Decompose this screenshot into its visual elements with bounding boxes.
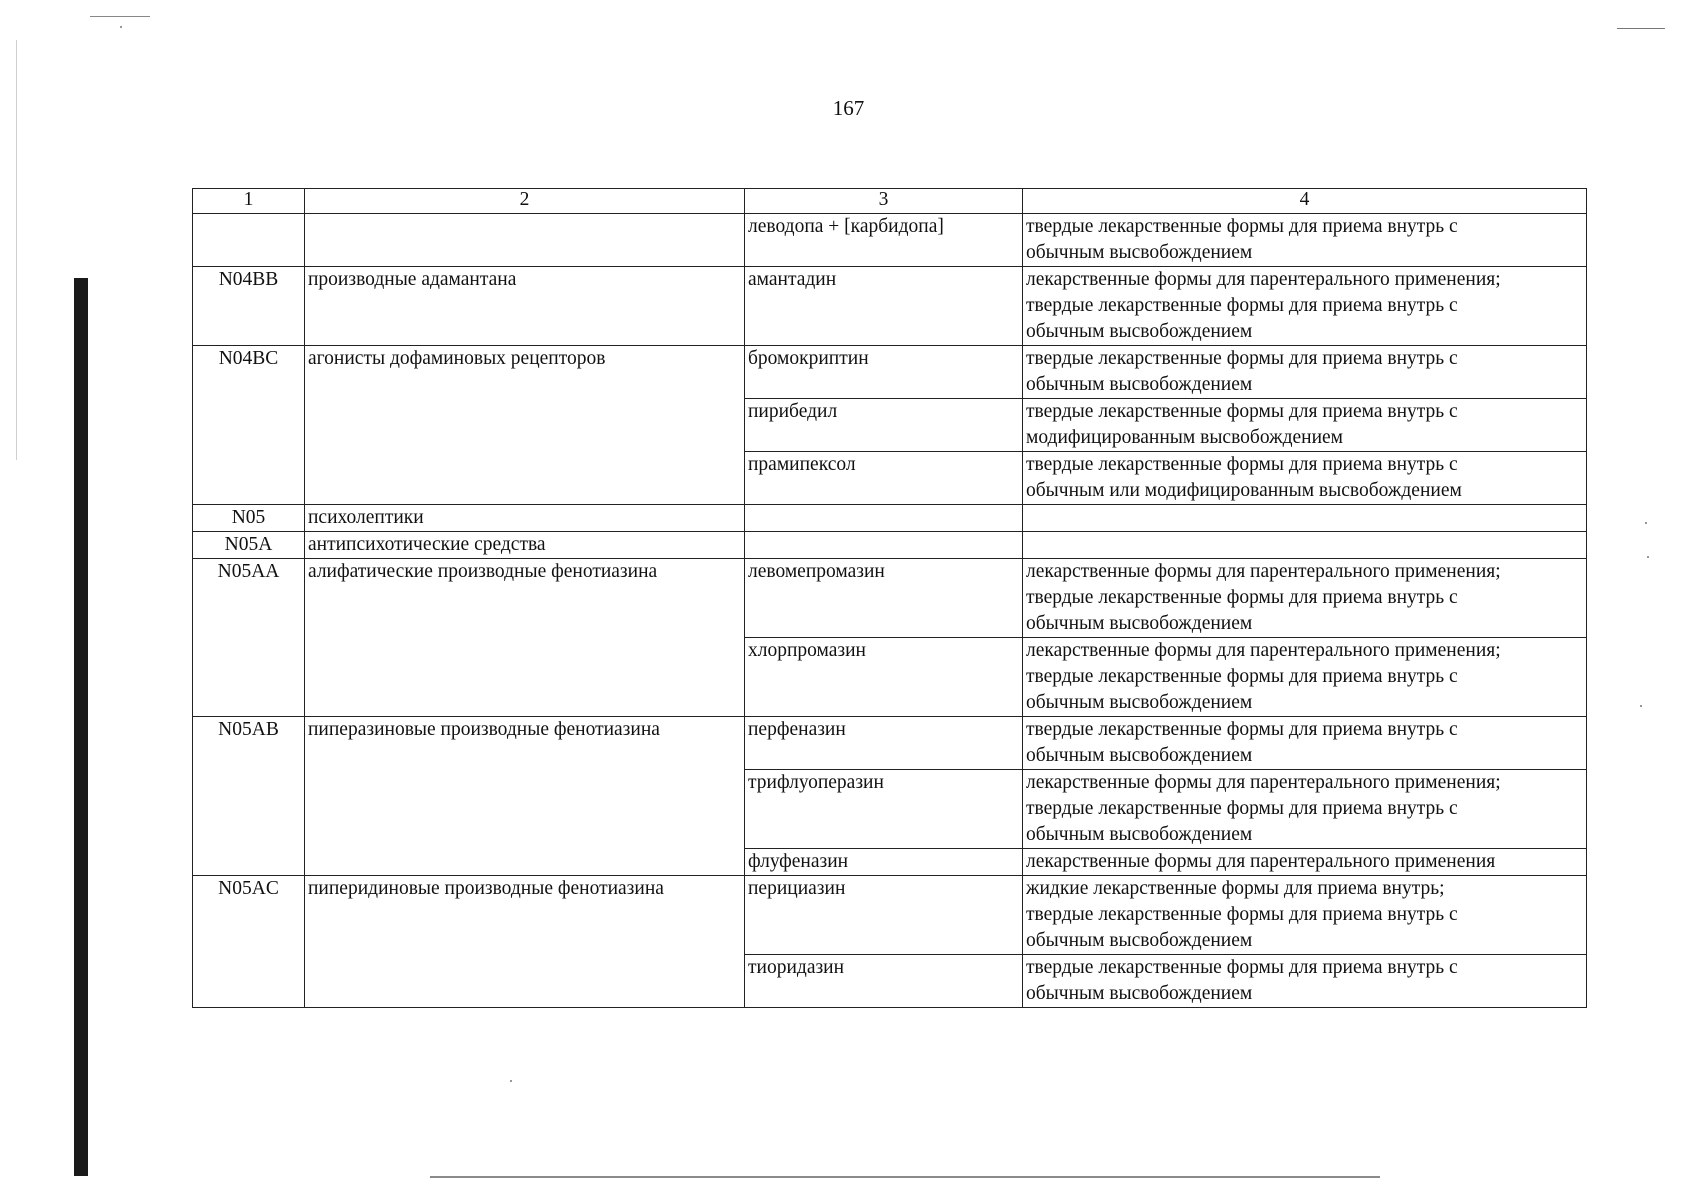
dosage-form-line: лекарственные формы для парентерального применения; <box>1026 640 1501 661</box>
scan-speck <box>1647 556 1649 558</box>
dosage-forms-cell <box>1023 505 1587 532</box>
table-row <box>193 717 1587 770</box>
dosage-form-line: твердые лекарственные формы для приема внутрь с <box>1026 401 1458 422</box>
drug-name-cell: леводопа + [карбидопа] <box>745 214 1023 267</box>
dosage-forms-cell <box>1023 214 1587 267</box>
page-number: 167 <box>832 96 865 120</box>
dosage-forms-cell <box>1023 399 1587 452</box>
table-row <box>193 876 1587 955</box>
dosage-forms-cell <box>1023 638 1587 717</box>
column-header: 1 <box>193 189 305 214</box>
atc-code-cell: N04BB <box>193 267 305 346</box>
dosage-forms-cell <box>1023 559 1587 638</box>
column-header: 2 <box>305 189 745 214</box>
dosage-form-line: обычным высвобождением <box>1026 930 1253 951</box>
dosage-forms-cell <box>1023 452 1587 505</box>
dosage-forms-cell <box>1023 876 1587 955</box>
atc-code-cell: N05AB <box>193 717 305 876</box>
scan-artifact-line <box>430 1176 1380 1178</box>
scan-artifact-line <box>90 16 150 17</box>
group-name-cell: пиперазиновые производные фенотиазина <box>305 717 745 876</box>
atc-code-cell: N04BC <box>193 346 305 505</box>
table-row <box>193 559 1587 638</box>
table-row <box>193 346 1587 399</box>
group-name-cell: алифатические производные фенотиазина <box>305 559 745 717</box>
dosage-form-line: обычным высвобождением <box>1026 692 1253 713</box>
dosage-form-line: обычным высвобождением <box>1026 824 1253 845</box>
scan-speck <box>510 1080 512 1082</box>
dosage-form-line: твердые лекарственные формы для приема внутрь с <box>1026 798 1458 819</box>
scan-speck <box>1640 705 1642 707</box>
dosage-form-line: твердые лекарственные формы для приема внутрь с <box>1026 348 1458 369</box>
dosage-forms-cell <box>1023 955 1587 1008</box>
dosage-form-line: обычным высвобождением <box>1026 745 1253 766</box>
drug-name-cell: левомепромазин <box>745 559 1023 638</box>
dosage-form-line: твердые лекарственные формы для приема внутрь с <box>1026 454 1458 475</box>
scan-speck <box>120 26 122 28</box>
atc-code-cell <box>193 214 305 267</box>
scan-speck <box>1645 522 1647 524</box>
drug-name-cell: пирибедил <box>745 399 1023 452</box>
group-name-cell: антипсихотические средства <box>305 532 745 559</box>
dosage-form-line: твердые лекарственные формы для приема внутрь с <box>1026 957 1458 978</box>
dosage-forms-cell <box>1023 849 1587 876</box>
dosage-form-line: лекарственные формы для парентерального применения; <box>1026 772 1501 793</box>
dosage-forms-cell <box>1023 346 1587 399</box>
dosage-form-line: жидкие лекарственные формы для приема внутрь; <box>1026 878 1445 899</box>
table-row <box>193 505 1587 532</box>
drug-name-cell <box>745 532 1023 559</box>
drug-name-cell: перфеназин <box>745 717 1023 770</box>
drug-name-cell <box>745 505 1023 532</box>
group-name-cell: агонисты дофаминовых рецепторов <box>305 346 745 505</box>
drug-table <box>192 188 1587 1008</box>
dosage-forms-cell <box>1023 267 1587 346</box>
atc-code-cell: N05A <box>193 532 305 559</box>
drug-name-cell: прамипексол <box>745 452 1023 505</box>
column-header: 4 <box>1023 189 1587 214</box>
dosage-form-line: лекарственные формы для парентерального применения; <box>1026 269 1501 290</box>
dosage-form-line: твердые лекарственные формы для приема внутрь с <box>1026 666 1458 687</box>
dosage-form-line: твердые лекарственные формы для приема внутрь с <box>1026 587 1458 608</box>
table-row <box>193 267 1587 346</box>
table-row <box>193 214 1587 267</box>
dosage-forms-cell <box>1023 717 1587 770</box>
group-name-cell: психолептики <box>305 505 745 532</box>
dosage-form-line: лекарственные формы для парентерального применения <box>1026 851 1496 872</box>
table-body <box>193 214 1587 1008</box>
drug-name-cell: бромокриптин <box>745 346 1023 399</box>
dosage-form-line: обычным высвобождением <box>1026 613 1253 634</box>
drug-name-cell: перициазин <box>745 876 1023 955</box>
dosage-form-line: твердые лекарственные формы для приема внутрь с <box>1026 216 1458 237</box>
group-name-cell: пиперидиновые производные фенотиазина <box>305 876 745 1008</box>
dosage-form-line: обычным высвобождением <box>1026 983 1253 1004</box>
dosage-form-line: твердые лекарственные формы для приема внутрь с <box>1026 904 1458 925</box>
drug-name-cell: амантадин <box>745 267 1023 346</box>
atc-code-cell: N05AA <box>193 559 305 717</box>
dosage-form-line: лекарственные формы для парентерального применения; <box>1026 561 1501 582</box>
drug-name-cell: тиоридазин <box>745 955 1023 1008</box>
dosage-form-line: обычным высвобождением <box>1026 321 1253 342</box>
dosage-form-line: модифицированным высвобождением <box>1026 427 1344 448</box>
atc-code-cell: N05AC <box>193 876 305 1008</box>
dosage-form-line: обычным высвобождением <box>1026 374 1253 395</box>
scan-artifact-line <box>1617 28 1665 29</box>
drug-name-cell: трифлуоперазин <box>745 770 1023 849</box>
group-name-cell <box>305 214 745 267</box>
atc-code-cell: N05 <box>193 505 305 532</box>
table-row <box>193 532 1587 559</box>
dosage-form-line: твердые лекарственные формы для приема внутрь с <box>1026 719 1458 740</box>
dosage-forms-cell <box>1023 770 1587 849</box>
dosage-form-line: твердые лекарственные формы для приема внутрь с <box>1026 295 1458 316</box>
dosage-forms-cell <box>1023 532 1587 559</box>
scan-edge-shadow <box>74 278 88 1176</box>
drug-name-cell: хлорпромазин <box>745 638 1023 717</box>
dosage-form-line: обычным или модифицированным высвобождением <box>1026 480 1462 501</box>
group-name-cell: производные адамантана <box>305 267 745 346</box>
dosage-form-line: обычным высвобождением <box>1026 242 1253 263</box>
column-header: 3 <box>745 189 1023 214</box>
drug-name-cell: флуфеназин <box>745 849 1023 876</box>
table-header-row <box>193 189 1587 214</box>
